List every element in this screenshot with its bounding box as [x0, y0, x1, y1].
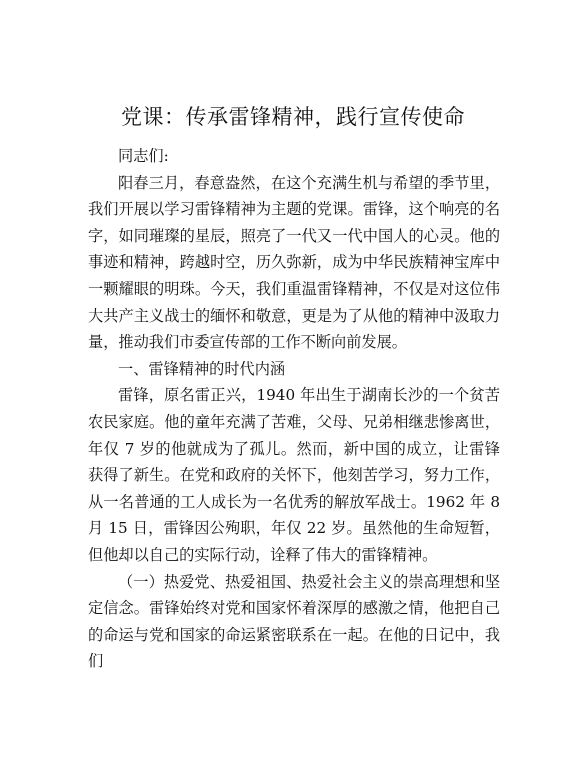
section-paragraph-1: 雷锋，原名雷正兴，1940 年出生于湖南长沙的一个贫苦农民家庭。他的童年充满了苦难，父母、兄弟相继悲惨离世，年仅 7 岁的他就成为了孤儿。然而，新中国的成立，让雷锋获得了新生。在党和政府的关怀下，他刻苦学习，努力工作，从一名普通的工人成长为一名优秀的解放军战士。1962 年 8 月 15 日，雷锋因公殉职，年仅 22 岁。虽然他的生命短暂，但他却以自己的实际行动，诠释了伟大的雷锋精神。 [88, 386, 500, 564]
intro-paragraph: 阳春三月，春意盎然，在这个充满生机与希望的季节里，我们开展以学习雷锋精神为主题的党课。雷锋，这个响亮的名字，如同璀璨的星辰，照亮了一代又一代中国人的心灵。他的事迹和精神，跨越时空，历久弥新，成为中华民族精神宝库中一颗耀眼的明珠。今天，我们重温雷锋精神，不仅是对这位伟大共产主义战士的缅怀和敬意，更是为了从他的精神中汲取力量，推动我们市委宣传部的工作不断向前发展。 [88, 173, 500, 352]
section-heading: 一、雷锋精神的时代内涵 [118, 359, 286, 378]
salutation: 同志们: [118, 147, 169, 165]
document-title: 党课：传承雷锋精神，践行宣传使命 [121, 105, 465, 129]
document-body [88, 143, 500, 675]
section-paragraph-2: （一）热爱党、热爱祖国、热爱社会主义的崇高理想和坚定信念。雷锋始终对党和国家怀着深厚的感激之情，他把自己的命运与党和国家的命运紧密联系在一起。在他的日记中，我们 [88, 572, 500, 671]
